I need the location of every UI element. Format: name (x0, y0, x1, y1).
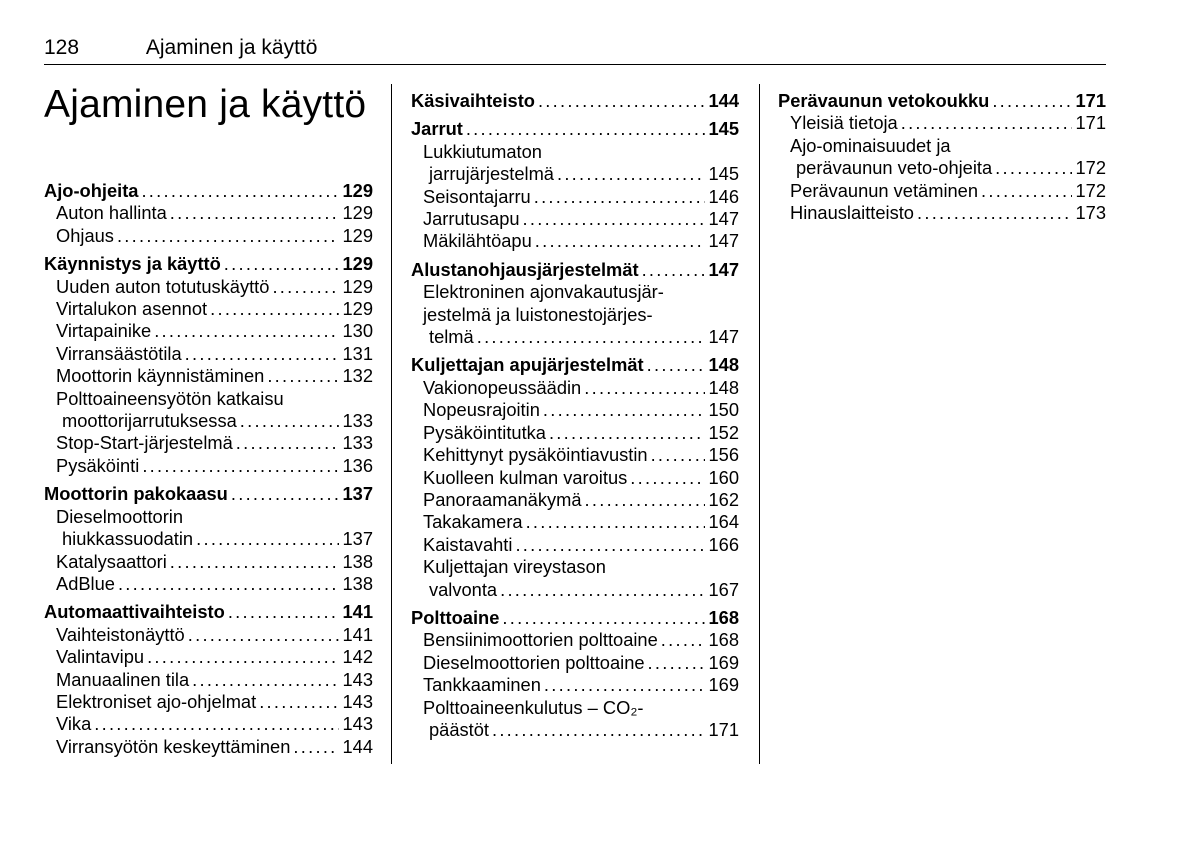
toc-subentry[interactable] (411, 489, 739, 511)
toc-page-number: 137 (342, 528, 373, 550)
dot-leader (267, 365, 339, 387)
toc-subentry[interactable] (44, 713, 373, 735)
toc-entry-label: Käsivaihteisto (411, 90, 535, 111)
toc-page-number: 133 (342, 410, 373, 432)
toc-page-number: 147 (708, 208, 739, 230)
dot-leader (515, 534, 705, 556)
toc-entry-label: Dieselmoottorien polttoaine (423, 651, 645, 673)
toc-section[interactable] (44, 601, 373, 623)
toc-subentry[interactable] (411, 141, 739, 186)
toc-entry-label: Polttoaine (411, 606, 500, 628)
toc-subentry[interactable] (411, 697, 739, 742)
toc-page-number: 144 (708, 90, 739, 111)
toc-entry-label: Hinauslaitteisto (790, 202, 914, 224)
column-divider (391, 84, 392, 764)
toc-section[interactable] (411, 259, 739, 281)
dot-leader (192, 669, 339, 691)
dot-leader (154, 320, 339, 342)
toc-entry-label: Katalysaattori (56, 550, 167, 572)
toc-subentry[interactable] (411, 467, 739, 489)
dot-leader (995, 157, 1072, 179)
toc-page-number: 173 (1075, 202, 1106, 224)
dot-leader (170, 202, 340, 224)
toc-page-number: 131 (342, 342, 373, 364)
column-divider (759, 84, 760, 764)
toc-subentry[interactable] (44, 432, 373, 454)
toc-page-number: 129 (342, 224, 373, 246)
toc-entry-label: Ohjaus (56, 224, 114, 246)
toc-page-number: 171 (1075, 90, 1106, 111)
toc-subentry[interactable] (778, 135, 1106, 180)
toc-page-number: 130 (342, 320, 373, 342)
dot-leader (224, 253, 340, 275)
toc-entry-label-line: Lukkiutumaton (423, 140, 542, 162)
toc-subentry[interactable] (44, 669, 373, 691)
toc-entry-label: Jarrut (411, 118, 463, 140)
toc-entry-label: moottorijarrutuksessa (62, 410, 237, 432)
toc-subentry[interactable] (44, 225, 373, 247)
toc-list (411, 90, 739, 741)
dot-leader (210, 298, 339, 320)
toc-entry-label: Bensiinimoottorien polttoaine (423, 629, 658, 651)
dot-leader (141, 180, 339, 202)
dot-leader (661, 629, 706, 651)
toc-page-number: 171 (708, 718, 739, 740)
toc-page-number: 129 (342, 180, 373, 201)
dot-leader (647, 354, 706, 376)
toc-page-number: 136 (342, 454, 373, 476)
dot-leader (543, 399, 706, 421)
dot-leader (188, 624, 340, 646)
toc-section[interactable] (411, 90, 739, 112)
toc-entry-label-line: Polttoaineenkulutus – CO₂- (423, 696, 644, 718)
toc-subentry[interactable] (411, 674, 739, 696)
dot-leader (544, 674, 706, 696)
dot-leader (142, 455, 339, 477)
toc-entry-label: Manuaalinen tila (56, 668, 190, 690)
toc-entry-label: perävaunun veto-ohjeita (796, 157, 993, 179)
page-title: Ajaminen ja käyttö (44, 83, 367, 126)
toc-subentry[interactable] (44, 388, 373, 433)
toc-section[interactable] (411, 118, 739, 140)
toc-section[interactable] (778, 90, 1106, 112)
dot-leader (170, 551, 340, 573)
toc-subentry[interactable] (44, 455, 373, 477)
toc-subentry[interactable] (411, 629, 739, 651)
toc-page-number: 148 (708, 376, 739, 398)
toc-entry-label: Seisontajarru (423, 185, 531, 207)
toc-entry-label-line: Kuljettajan vireystason (423, 556, 606, 578)
toc-subentry[interactable] (44, 276, 373, 298)
toc-entry-label: jarrujärjestelmä (429, 163, 554, 185)
toc-entry-label: Kuolleen kulman varoitus (423, 466, 628, 488)
toc-page-number: 150 (708, 399, 739, 421)
dot-leader (272, 276, 339, 298)
toc-entry-label: Virtapainike (56, 320, 152, 342)
toc-subentry[interactable] (44, 646, 373, 668)
toc-entry-label: Virtalukon asennot (56, 298, 208, 320)
toc-entry-label: Alustanohjausjärjestelmät (411, 258, 639, 280)
toc-subentry[interactable] (778, 112, 1106, 134)
toc-page-number: 143 (342, 690, 373, 712)
page-number: 128 (44, 36, 80, 59)
toc-entry-label: Automaattivaihteisto (44, 601, 225, 623)
toc-page-number: 160 (708, 466, 739, 488)
toc-page-number: 144 (342, 735, 373, 757)
toc-entry-label: Nopeusrajoitin (423, 399, 540, 421)
dot-leader (492, 719, 706, 741)
toc-subentry[interactable] (778, 180, 1106, 202)
toc-page-number: 145 (708, 163, 739, 185)
dot-leader (526, 511, 706, 533)
toc-column-2 (411, 90, 739, 770)
dot-leader (523, 208, 706, 230)
toc-page-number: 141 (342, 601, 373, 623)
dot-leader (534, 186, 706, 208)
toc-subentry[interactable] (411, 208, 739, 230)
toc-page-number: 152 (708, 421, 739, 443)
toc-entry-label: Virransäästötila (56, 342, 182, 364)
toc-entry-label: telmä (429, 326, 474, 348)
toc-section[interactable] (44, 253, 373, 275)
dot-leader (585, 489, 706, 511)
dot-leader (231, 483, 340, 505)
toc-section[interactable] (411, 607, 739, 629)
toc-entry-label-line: Polttoaineensyötön katkaisu (56, 387, 284, 409)
toc-entry-label: Perävaunun vetokoukku (778, 90, 990, 111)
toc-entry-label-line: jestelmä ja luistonestojärjes- (423, 303, 653, 325)
toc-subentry[interactable] (44, 202, 373, 224)
toc-subentry[interactable] (411, 444, 739, 466)
toc-page-number: 143 (342, 668, 373, 690)
toc-page-number: 167 (708, 578, 739, 600)
toc-entry-label: Pysäköinti (56, 454, 140, 476)
dot-leader (236, 432, 340, 454)
toc-subentry[interactable] (44, 365, 373, 387)
toc-subentry[interactable] (411, 230, 739, 252)
dot-leader (94, 713, 339, 735)
toc-entry-label: Vaihteistonäyttö (56, 623, 185, 645)
toc-list (44, 180, 373, 758)
toc-entry-label: Stop-Start-järjestelmä (56, 432, 233, 454)
toc-page-number: 169 (708, 651, 739, 673)
toc-subentry[interactable] (44, 320, 373, 342)
dot-leader (228, 601, 340, 623)
toc-entry-label-line: Dieselmoottorin (56, 505, 184, 527)
toc-entry-label: Mäkilähtöapu (423, 230, 532, 252)
toc-subentry[interactable] (44, 506, 373, 551)
toc-subentry[interactable] (44, 624, 373, 646)
toc-entry-label: Käynnistys ja käyttö (44, 253, 221, 275)
dot-leader (549, 422, 706, 444)
toc-entry-label: Tankkaaminen (423, 674, 541, 696)
toc-subentry[interactable] (44, 691, 373, 713)
toc-page-number: 147 (708, 230, 739, 252)
dot-leader (917, 202, 1073, 224)
dot-leader (185, 343, 340, 365)
dot-leader (651, 444, 706, 466)
toc-entry-label-line: Ajo-ominaisuudet ja (790, 134, 951, 156)
toc-subentry[interactable] (44, 343, 373, 365)
dot-leader (502, 607, 705, 629)
toc-page-number: 168 (708, 606, 739, 628)
dot-leader (981, 180, 1072, 202)
toc-subentry[interactable] (411, 556, 739, 601)
toc-entry-label: Kehittynyt pysäköintiavustin (423, 444, 648, 466)
toc-page-number: 129 (342, 275, 373, 297)
toc-entry-label: Takakamera (423, 511, 523, 533)
dot-leader (293, 736, 339, 758)
toc-entry-label: Moottorin pakokaasu (44, 483, 228, 505)
toc-subentry[interactable] (44, 736, 373, 758)
toc-page-number: 145 (708, 118, 739, 140)
toc-page-number: 129 (342, 298, 373, 320)
toc-page-number: 138 (342, 572, 373, 594)
toc-entry-label: Auton hallinta (56, 202, 167, 224)
dot-leader (630, 467, 705, 489)
toc-subentry[interactable] (411, 399, 739, 421)
dot-leader (117, 225, 340, 247)
toc-subentry[interactable] (44, 573, 373, 595)
toc-subentry[interactable] (411, 534, 739, 556)
toc-page-number: 143 (342, 713, 373, 735)
toc-page-number: 142 (342, 646, 373, 668)
dot-leader (992, 90, 1072, 112)
toc-page-number: 172 (1075, 157, 1106, 179)
toc-page-number: 166 (708, 533, 739, 555)
dot-leader (500, 579, 705, 601)
toc-column-3 (778, 90, 1106, 770)
toc-page-number: 141 (342, 623, 373, 645)
toc-subentry[interactable] (411, 281, 739, 348)
toc-entry-label: hiukkassuodatin (62, 528, 194, 550)
dot-leader (584, 377, 705, 399)
toc-entry-label: AdBlue (56, 572, 115, 594)
toc-page-number: 156 (708, 444, 739, 466)
toc-section[interactable] (44, 483, 373, 505)
toc-subentry[interactable] (411, 511, 739, 533)
toc-list (778, 90, 1106, 224)
toc-page-number: 148 (708, 354, 739, 376)
toc-subentry[interactable] (778, 202, 1106, 224)
dot-leader (259, 691, 339, 713)
toc-entry-label: Kaistavahti (423, 533, 513, 555)
toc-entry-label: Valintavipu (56, 646, 145, 668)
toc-page-number: 129 (342, 202, 373, 224)
toc-entry-label: Vika (56, 713, 92, 735)
toc-entry-label: päästöt (429, 718, 489, 740)
dot-leader (535, 230, 706, 252)
toc-subentry[interactable] (411, 652, 739, 674)
toc-page-number: 162 (708, 488, 739, 510)
toc-subentry[interactable] (44, 298, 373, 320)
dot-leader (240, 410, 340, 432)
toc-page-number: 132 (342, 365, 373, 387)
toc-subentry[interactable] (411, 377, 739, 399)
dot-leader (118, 573, 340, 595)
toc-entry-label: Virransyötön keskeyttäminen (56, 735, 291, 757)
toc-page-number: 169 (708, 674, 739, 696)
dot-leader (466, 118, 706, 140)
toc-page-number: 146 (708, 185, 739, 207)
toc-page-number: 147 (708, 258, 739, 280)
toc-page-number: 171 (1075, 112, 1106, 134)
toc-entry-label: Panoraamanäkymä (423, 488, 582, 510)
dot-leader (648, 652, 706, 674)
toc-entry-label: Perävaunun vetäminen (790, 179, 979, 201)
dot-leader (147, 646, 339, 668)
toc-subentry[interactable] (44, 551, 373, 573)
toc-entry-label-line: Elektroninen ajonvakautusjär- (423, 281, 664, 303)
toc-page-number: 147 (708, 326, 739, 348)
toc-entry-label: Kuljettajan apujärjestelmät (411, 354, 644, 376)
dot-leader (538, 90, 706, 112)
toc-entry-label: Moottorin käynnistäminen (56, 365, 265, 387)
toc-page-number: 172 (1075, 179, 1106, 201)
toc-column-1 (44, 180, 373, 860)
dot-leader (196, 528, 339, 550)
dot-leader (901, 112, 1073, 134)
running-title: Ajaminen ja käyttö (145, 36, 318, 59)
dot-leader (642, 259, 706, 281)
toc-page-number: 138 (342, 550, 373, 572)
toc-page-number: 168 (708, 629, 739, 651)
toc-entry-label: Ajo-ohjeita (44, 180, 139, 201)
toc-section[interactable] (411, 354, 739, 376)
toc-entry-label: Vakionopeussäädin (423, 376, 582, 398)
page-header (44, 34, 1106, 65)
toc-entry-label: Pysäköintitutka (423, 421, 546, 443)
toc-subentry[interactable] (411, 186, 739, 208)
toc-subentry[interactable] (411, 422, 739, 444)
toc-entry-label: Jarrutusapu (423, 208, 520, 230)
toc-entry-label: Uuden auton totutuskäyttö (56, 275, 270, 297)
toc-page-number: 129 (342, 253, 373, 275)
toc-entry-label: valvonta (429, 578, 498, 600)
toc-entry-label: Elektroniset ajo-ohjelmat (56, 690, 257, 712)
toc-page-number: 164 (708, 511, 739, 533)
dot-leader (557, 163, 706, 185)
toc-page-number: 137 (342, 483, 373, 505)
toc-page-number: 133 (342, 432, 373, 454)
toc-section[interactable] (44, 180, 373, 202)
toc-entry-label: Yleisiä tietoja (790, 112, 898, 134)
dot-leader (477, 326, 706, 348)
